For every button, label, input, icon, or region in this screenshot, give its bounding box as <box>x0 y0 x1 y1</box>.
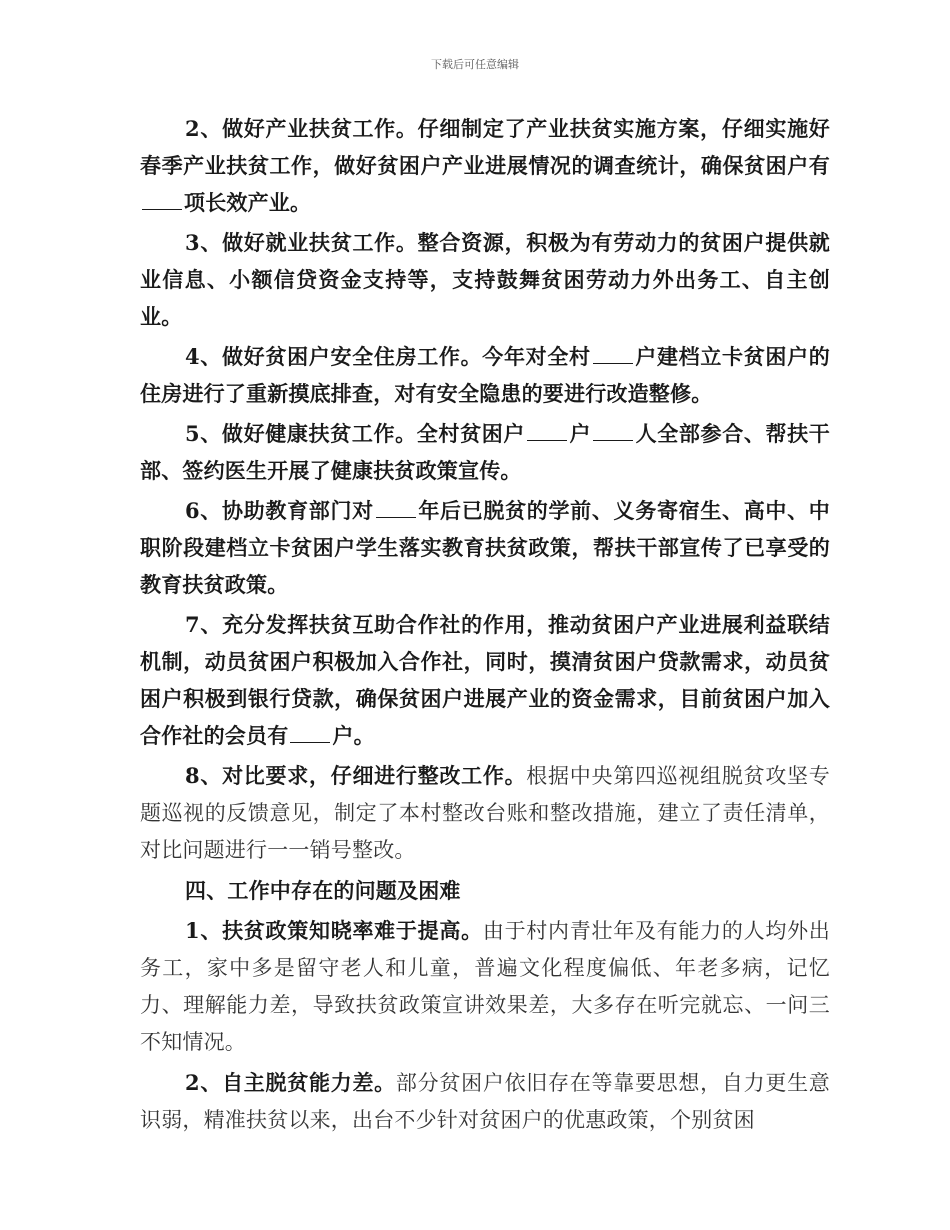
paragraph-employment-poverty: 3、做好就业扶贫工作。整合资源，积极为有劳动力的贫困户提供就业信息、小额信贷资金支持等，支持鼓舞贫困劳动力外出务工、自主创业。 <box>140 230 830 329</box>
paragraph-body: 由于村内青壮年及有能力的人均外出务工，家中多是留守老人和儿童，普遍文化程度偏低、年老多病，记忆力、理解能力差，导致扶贫政策宣讲效果差，大多存在听完就忘、一问三不知情况。 <box>140 919 830 1054</box>
fill-blank <box>527 420 567 441</box>
paragraph-heading: 2、自主脱贫能力差。 <box>185 1070 396 1095</box>
paragraph-education <box>140 492 830 603</box>
text-segment: 户建档立卡贫困户的住房进行了重新摸底排查，对有安全隐患的要进行改造整修。 <box>140 344 830 406</box>
paragraph-industry-poverty <box>140 110 830 221</box>
section-heading-problems: 四、工作中存在的问题及困难 <box>185 878 461 903</box>
text-segment: 户。 <box>332 723 375 748</box>
text-segment: 6、协助教育部门对 <box>185 498 374 523</box>
paragraph-health <box>140 415 830 489</box>
paragraph-rectification <box>140 757 830 869</box>
paragraph-policy-awareness <box>140 912 830 1061</box>
text-segment: 人全部参合、帮扶干部、签约医生开展了健康扶贫政策宣传。 <box>140 421 830 483</box>
fill-blank <box>142 189 182 210</box>
text-segment: 年后已脱贫的学前、义务寄宿生、高中、中职阶段建档立卡贫困户学生落实教育扶贫政策，帮扶干部宣传了已享受的教育扶贫政策。 <box>140 498 830 597</box>
text-segment: 7、充分发挥扶贫互助合作社的作用，推动贫困户产业进展利益联结机制，动员贫困户积极加入合作社，同时，摸清贫困户贷款需求，动员贫困户积极到银行贷款，确保贫困户进展产业的资金需求，目前贫困户加入合作社的会员有 <box>140 612 830 748</box>
paragraph-self-reliance <box>140 1064 830 1139</box>
fill-blank <box>593 343 633 364</box>
paragraph-heading: 1、扶贫政策知晓率难于提高。 <box>185 918 483 943</box>
paragraph-body: 部分贫困户依旧存在等靠要思想，自力更生意识弱，精准扶贫以来，出台不少针对贫困户的优惠政策，个别贫困 <box>140 1071 830 1132</box>
document-body <box>140 110 830 1142</box>
page-header: 下载后可任意编辑 <box>431 58 519 71</box>
text-segment: 4、做好贫困户安全住房工作。今年对全村 <box>185 344 591 369</box>
text-segment: 户 <box>569 421 592 446</box>
fill-blank <box>376 497 416 518</box>
paragraph-housing <box>140 338 830 412</box>
text-segment: 5、做好健康扶贫工作。全村贫困户 <box>185 421 526 446</box>
text-segment: 项长效产业。 <box>184 190 312 215</box>
paragraph-body: 根据中央第四巡视组脱贫攻坚专题巡视的反馈意见，制定了本村整改台账和整改措施，建立了责任清单，对比问题进行一一销号整改。 <box>140 764 830 862</box>
paragraph-cooperative <box>140 606 830 754</box>
text-segment: 2、做好产业扶贫工作。仔细制定了产业扶贫实施方案，仔细实施好春季产业扶贫工作，做好贫困户产业进展情况的调查统计，确保贫困户有 <box>140 116 830 178</box>
fill-blank <box>593 420 633 441</box>
paragraph-heading: 8、对比要求，仔细进行整改工作。 <box>185 763 527 788</box>
fill-blank <box>290 722 330 743</box>
